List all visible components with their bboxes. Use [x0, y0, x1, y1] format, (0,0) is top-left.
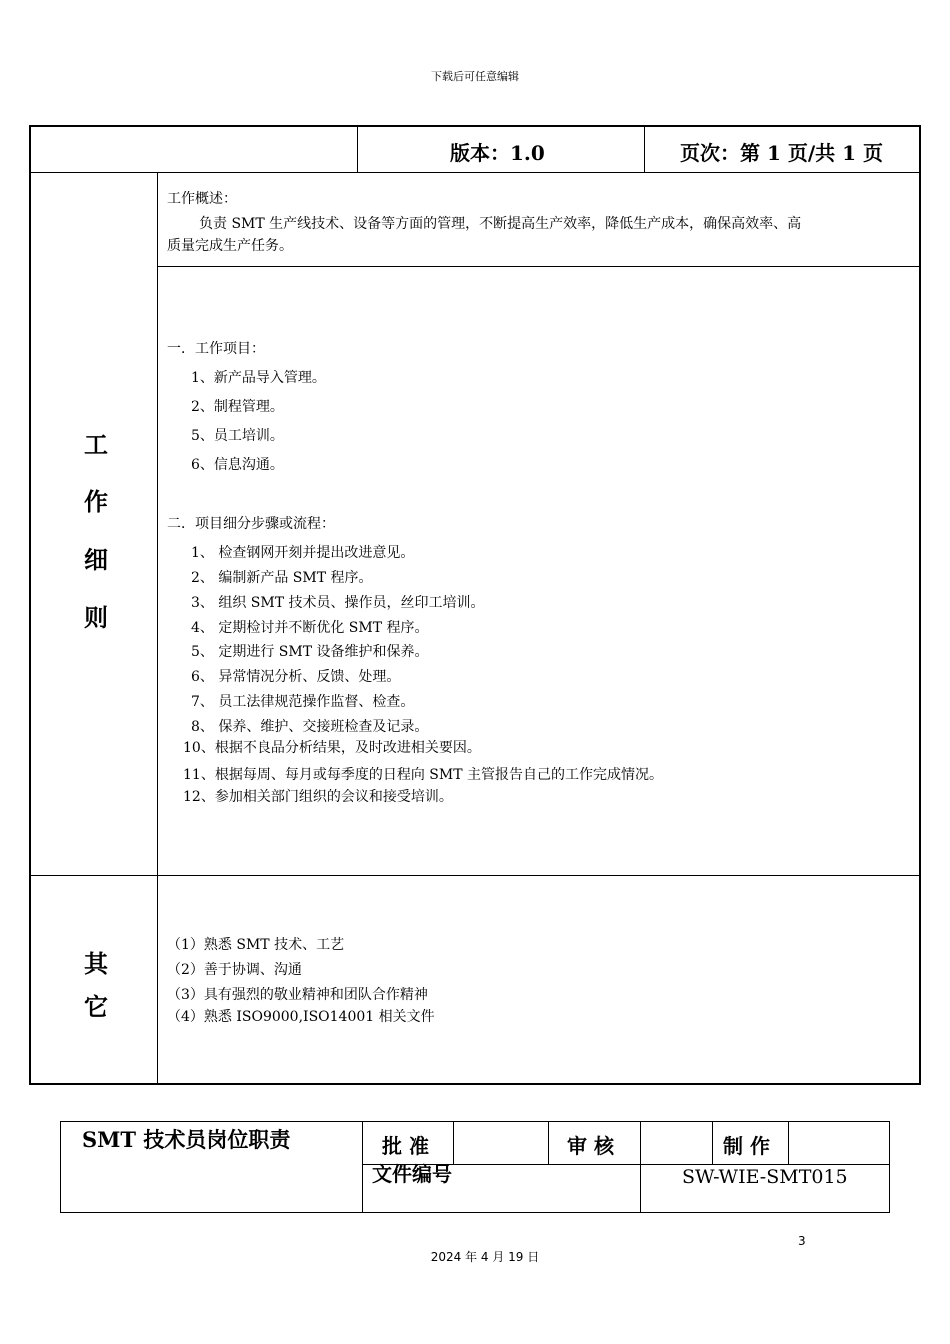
step-item: 1、 检查钢网开刻并提出改进意见。	[191, 545, 415, 561]
step-item: 2、 编制新产品 SMT 程序。	[191, 570, 373, 586]
step-item: 7、 员工法律规范操作监督、检查。	[191, 694, 415, 710]
page-number: 3	[798, 1234, 806, 1248]
step-item: 12、参加相关部门组织的会议和接受培训。	[183, 789, 453, 805]
items-title: 一．工作项目：	[167, 341, 265, 357]
work-item: 6、信息沟通。	[191, 457, 284, 473]
work-side-label-3: 细	[84, 545, 108, 574]
doc-no-label: 文件编号	[372, 1162, 452, 1186]
approve-label: 批 准	[382, 1134, 429, 1158]
work-side-label-1: 工	[84, 430, 108, 459]
steps-title: 二．项目细分步骤或流程：	[167, 516, 335, 532]
work-item: 2、制程管理。	[191, 399, 284, 415]
header-note: 下载后可任意编辑	[431, 70, 519, 83]
version-label: 版本：1.0	[450, 141, 545, 165]
overview-title: 工作概述：	[167, 191, 237, 207]
overview-line-2: 质量完成生产任务。	[167, 238, 293, 254]
other-item: （3）具有强烈的敬业精神和团队合作精神	[167, 987, 428, 1003]
footer-date: 2024 年 4 月 19 日	[430, 1250, 540, 1264]
other-side-label-1: 其	[84, 949, 108, 978]
work-item: 5、员工培训。	[191, 428, 284, 444]
make-label: 制 作	[723, 1134, 770, 1158]
step-item: 8、 保养、维护、交接班检查及记录。	[191, 719, 429, 735]
doc-no-value: SW-WIE-SMT015	[682, 1166, 848, 1188]
page-info: 页次：第 1 页/共 1 页	[680, 141, 883, 165]
step-item: 3、 组织 SMT 技术员、操作员，丝印工培训。	[191, 595, 485, 611]
step-item: 5、 定期进行 SMT 设备维护和保养。	[191, 644, 429, 660]
step-item: 10、根据不良品分析结果，及时改进相关要因。	[183, 740, 481, 756]
other-side-label-2: 它	[84, 992, 108, 1021]
work-side-label-2: 作	[84, 487, 108, 516]
step-item: 4、 定期检讨并不断优化 SMT 程序。	[191, 620, 429, 636]
work-item: 1、新产品导入管理。	[191, 370, 326, 386]
review-label: 审 核	[567, 1134, 614, 1158]
work-side-label-4: 则	[84, 603, 108, 632]
other-item: （4）熟悉 ISO9000,ISO14001 相关文件	[167, 1009, 435, 1025]
overview-line-1: 负责 SMT 生产线技术、设备等方面的管理，不断提高生产效率，降低生产成本，确保高效率、高	[199, 216, 802, 232]
other-item: （1）熟悉 SMT 技术、工艺	[167, 937, 345, 953]
document-title: SMT 技术员岗位职责	[82, 1127, 291, 1152]
step-item: 11、根据每周、每月或每季度的日程向 SMT 主管报告自己的工作完成情况。	[183, 767, 663, 783]
other-item: （2）善于协调、沟通	[167, 962, 302, 978]
step-item: 6、 异常情况分析、反馈、处理。	[191, 669, 401, 685]
